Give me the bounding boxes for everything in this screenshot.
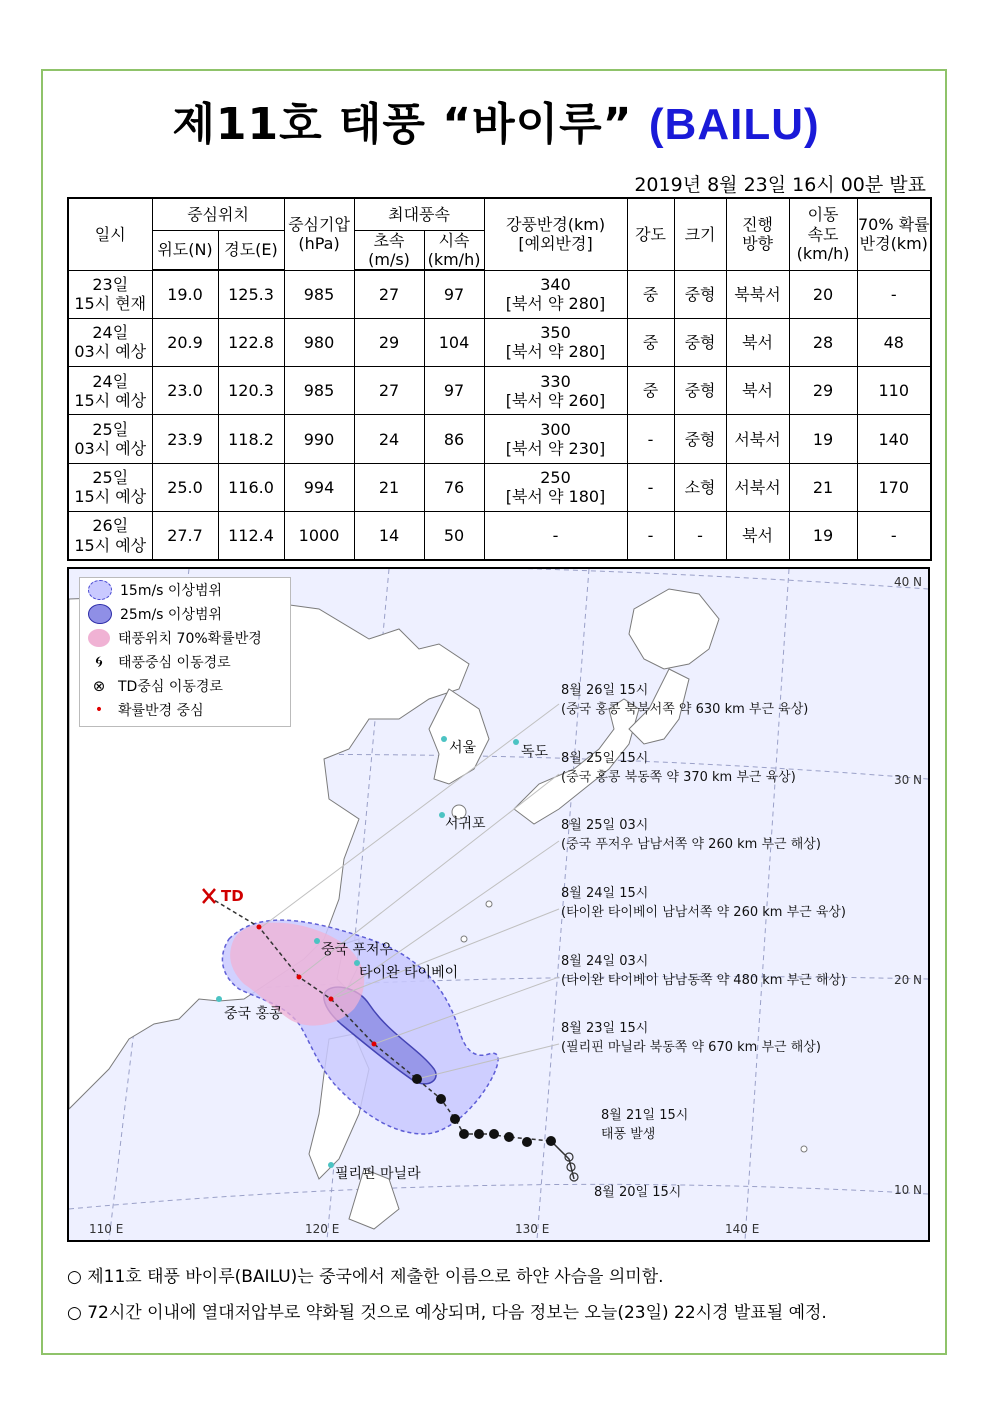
cell-prob-radius: 140	[857, 415, 931, 463]
legend-wind15: 15m/s 이상범위	[80, 578, 290, 602]
lat-label-10: 10 N	[893, 1183, 922, 1197]
cell-ms: 29	[354, 318, 424, 366]
cell-ms: 24	[354, 415, 424, 463]
cell-intensity: 중	[627, 367, 674, 415]
annotation-25-03: 8월 25일 03시 (중국 푸저우 남남서쪽 약 260 km 부근 해상)	[561, 818, 821, 852]
typhoon-track-map	[67, 567, 930, 1242]
page-title	[0, 88, 992, 152]
cell-lon: 125.3	[218, 270, 284, 318]
cell-datetime: 24일 03시 예상	[68, 318, 152, 366]
annotation-26-15: 8월 26일 15시 (중국 홍콩 북북서쪽 약 630 km 부근 육상)	[561, 683, 809, 717]
cell-lon: 122.8	[218, 318, 284, 366]
city-seoul: 서울	[449, 740, 477, 756]
cell-intensity: -	[627, 415, 674, 463]
lat-label-40: 40 N	[893, 575, 922, 589]
cell-pressure: 980	[284, 318, 354, 366]
annotation-genesis: 8월 21일 15시 태풍 발생	[601, 1108, 689, 1142]
annotation-td-start: 8월 20일 15시	[594, 1185, 682, 1200]
title-korean: 제11호 태풍 “바이루”	[172, 99, 633, 150]
cell-pressure: 985	[284, 270, 354, 318]
cell-pressure: 1000	[284, 512, 354, 560]
cell-intensity: 중	[627, 318, 674, 366]
cell-radius: 250 [북서 약 180]	[484, 463, 627, 511]
cell-direction: 서북서	[726, 415, 789, 463]
cell-speed: 20	[789, 270, 857, 318]
cell-intensity: -	[627, 512, 674, 560]
cell-radius: 300 [북서 약 230]	[484, 415, 627, 463]
cell-prob-radius: 110	[857, 367, 931, 415]
header-size: 크기	[674, 198, 726, 270]
cell-datetime: 25일 15시 예상	[68, 463, 152, 511]
cell-speed: 19	[789, 512, 857, 560]
td-label: TD	[221, 887, 244, 905]
cell-size: 중형	[674, 367, 726, 415]
cell-radius: 340 [북서 약 280]	[484, 270, 627, 318]
cell-pressure: 994	[284, 463, 354, 511]
annotation-23-15: 8월 23일 15시 (필리핀 마닐라 북동쪽 약 670 km 부근 해상)	[561, 1021, 821, 1055]
cell-direction: 북북서	[726, 270, 789, 318]
cell-radius: -	[484, 512, 627, 560]
lon-label-110: 110 E	[89, 1222, 124, 1236]
city-fuzhou: 중국 푸저우	[321, 942, 394, 958]
cell-prob-radius: 170	[857, 463, 931, 511]
city-dokdo: 독도	[521, 744, 549, 760]
cell-kmh: 50	[424, 512, 484, 560]
cell-lon: 112.4	[218, 512, 284, 560]
cell-speed: 21	[789, 463, 857, 511]
note-next-info: ○ 72시간 이내에 열대저압부로 약화될 것으로 예상되며, 다음 정보는 오늘(23일) 22시경 발표될 예정.	[67, 1303, 827, 1323]
cell-size: 소형	[674, 463, 726, 511]
cell-lat: 23.0	[152, 367, 218, 415]
cell-prob-radius: -	[857, 270, 931, 318]
header-kmh: 시속 (km/h)	[424, 230, 484, 270]
cell-intensity: -	[627, 463, 674, 511]
cell-lat: 23.9	[152, 415, 218, 463]
legend-td-track: ⊗ TD중심 이동경로	[80, 674, 290, 698]
header-intensity: 강도	[627, 198, 674, 270]
cell-lon: 116.0	[218, 463, 284, 511]
red-dot-icon: •	[94, 702, 104, 718]
cell-lon: 118.2	[218, 415, 284, 463]
cell-size: 중형	[674, 270, 726, 318]
cell-pressure: 990	[284, 415, 354, 463]
cell-radius: 330 [북서 약 260]	[484, 367, 627, 415]
cell-direction: 서북서	[726, 463, 789, 511]
cell-speed: 29	[789, 367, 857, 415]
table-row	[68, 367, 931, 415]
cell-ms: 21	[354, 463, 424, 511]
cell-direction: 북서	[726, 512, 789, 560]
cell-intensity: 중	[627, 270, 674, 318]
header-speed: 이동 속도 (km/h)	[789, 198, 857, 270]
prob70-swatch-icon	[88, 629, 110, 647]
lon-label-130: 130 E	[515, 1222, 550, 1236]
cell-radius: 350 [북서 약 280]	[484, 318, 627, 366]
cell-prob-radius: 48	[857, 318, 931, 366]
typhoon-symbol-icon: 🌀︎	[95, 652, 103, 671]
cell-lat: 20.9	[152, 318, 218, 366]
table-row	[68, 270, 931, 318]
cell-datetime: 26일 15시 예상	[68, 512, 152, 560]
cell-direction: 북서	[726, 367, 789, 415]
cell-kmh: 86	[424, 415, 484, 463]
cell-kmh: 104	[424, 318, 484, 366]
cell-ms: 27	[354, 270, 424, 318]
city-seogwipo: 서귀포	[445, 816, 486, 832]
header-datetime: 일시	[68, 198, 152, 270]
legend-wind25: 25m/s 이상범위	[80, 602, 290, 626]
cell-datetime: 23일 15시 현재	[68, 270, 152, 318]
cell-ms: 27	[354, 367, 424, 415]
cell-prob-radius: -	[857, 512, 931, 560]
legend-prob70: 태풍위치 70%확률반경	[80, 626, 290, 650]
header-maxwind: 최대풍속	[354, 198, 484, 230]
annotation-25-15: 8월 25일 15시 (중국 홍콩 북동쪽 약 370 km 부근 육상)	[561, 751, 796, 785]
lat-label-30: 30 N	[893, 773, 922, 787]
header-ms: 초속 (m/s)	[354, 230, 424, 270]
title-english: (BAILU)	[648, 100, 820, 149]
city-taipei: 타이완 타이베이	[359, 965, 459, 981]
cell-size: 중형	[674, 415, 726, 463]
table-row	[68, 463, 931, 511]
cell-lat: 27.7	[152, 512, 218, 560]
issued-time: 2019년 8월 23일 16시 00분 발표	[634, 174, 926, 196]
header-radius: 강풍반경(km) [예외반경]	[484, 198, 627, 270]
city-hongkong: 중국 홍콩	[224, 1006, 283, 1022]
cell-lat: 19.0	[152, 270, 218, 318]
cell-direction: 북서	[726, 318, 789, 366]
lon-label-140: 140 E	[725, 1222, 760, 1236]
lon-label-120: 120 E	[305, 1222, 340, 1236]
cell-speed: 28	[789, 318, 857, 366]
cell-size: -	[674, 512, 726, 560]
header-lat: 위도(N)	[152, 230, 218, 270]
cell-lat: 25.0	[152, 463, 218, 511]
header-pressure: 중심기압 (hPa)	[284, 198, 354, 270]
header-center: 중심위치	[152, 198, 284, 230]
cell-kmh: 76	[424, 463, 484, 511]
legend-prob-center: • 확률반경 중심	[80, 698, 290, 722]
cell-lon: 120.3	[218, 367, 284, 415]
cell-speed: 19	[789, 415, 857, 463]
header-prob-radius: 70% 확률 반경(km)	[857, 198, 931, 270]
legend-typhoon-track: 🌀︎ 태풍중심 이동경로	[80, 650, 290, 674]
table-row	[68, 415, 931, 463]
wind25-swatch-icon	[88, 604, 112, 624]
annotation-24-15: 8월 24일 15시 (타이완 타이베이 남남서쪽 약 260 km 부근 육상)	[561, 886, 847, 920]
table-row	[68, 318, 931, 366]
typhoon-info-table	[67, 197, 932, 561]
table-row	[68, 512, 931, 560]
cell-size: 중형	[674, 318, 726, 366]
cell-datetime: 25일 03시 예상	[68, 415, 152, 463]
td-track-line	[551, 1141, 574, 1179]
cell-pressure: 985	[284, 367, 354, 415]
cell-kmh: 97	[424, 270, 484, 318]
map-legend	[79, 577, 291, 727]
city-manila: 필리핀 마닐라	[335, 1166, 421, 1182]
wind15-swatch-icon	[88, 580, 112, 600]
td-symbol-icon: ⊗	[92, 677, 106, 695]
annotation-24-03: 8월 24일 03시 (타이완 타이베이 남남동쪽 약 480 km 부근 해상)	[561, 954, 847, 988]
lat-label-20: 20 N	[893, 973, 922, 987]
header-lon: 경도(E)	[218, 230, 284, 270]
header-direction: 진행 방향	[726, 198, 789, 270]
cell-ms: 14	[354, 512, 424, 560]
cell-kmh: 97	[424, 367, 484, 415]
note-name-meaning: ○ 제11호 태풍 바이루(BAILU)는 중국에서 제출한 이름으로 하얀 사슴을 의미함.	[67, 1267, 664, 1287]
cell-datetime: 24일 15시 예상	[68, 367, 152, 415]
